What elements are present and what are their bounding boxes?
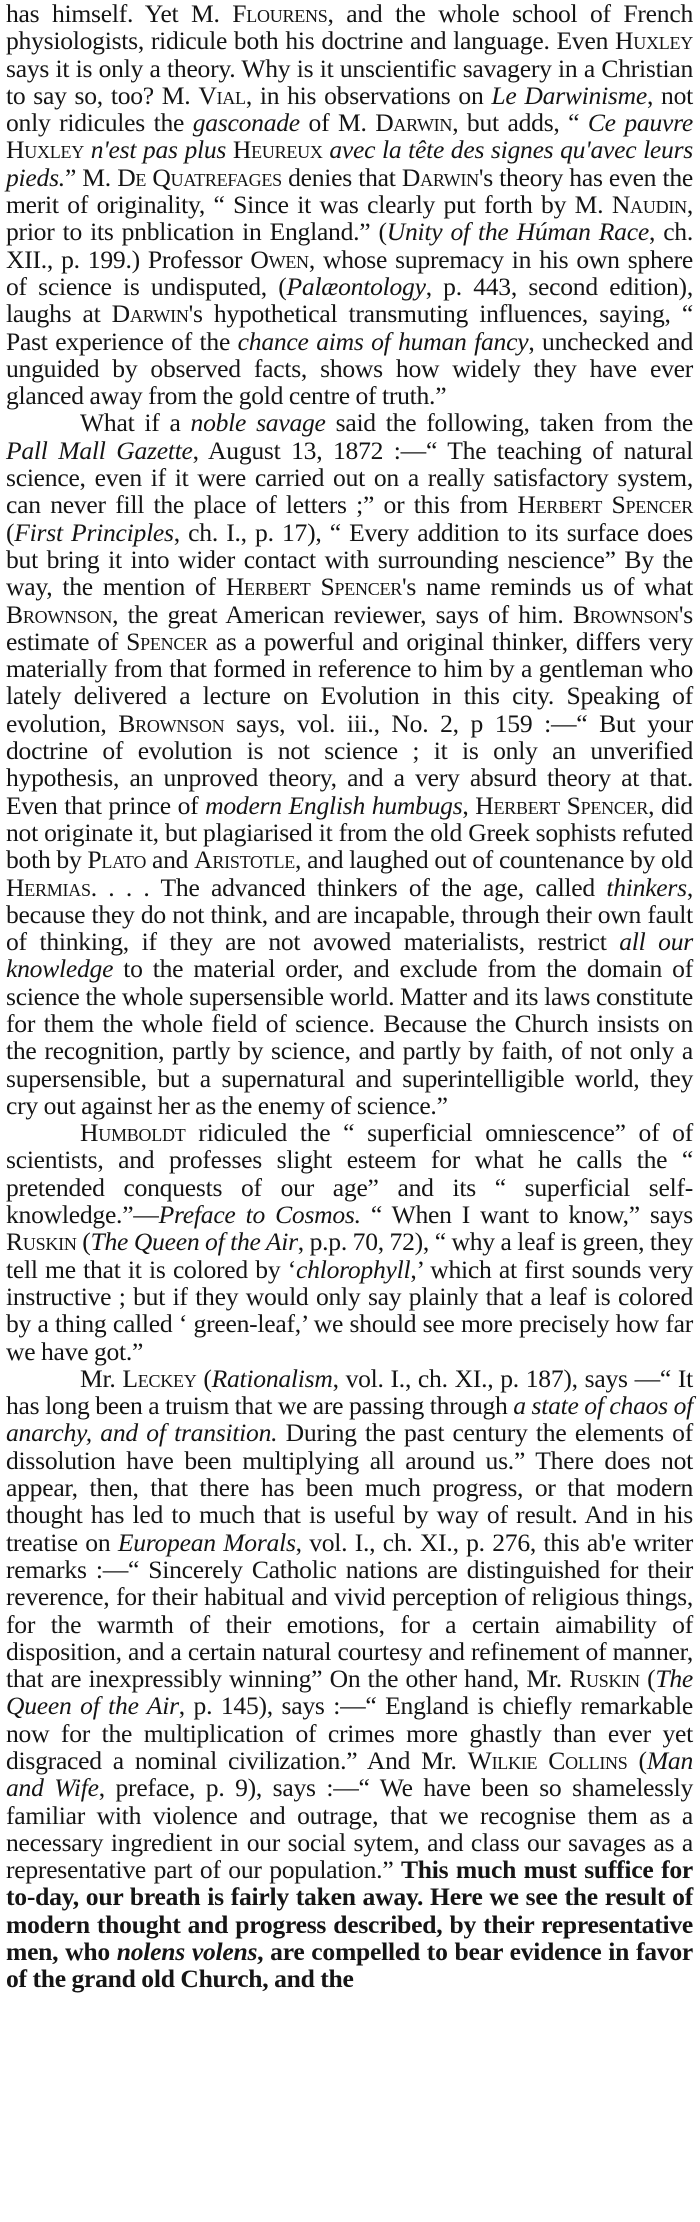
small-caps-name: Vial: [198, 80, 246, 110]
text-run: , vol. I., ch. XI., p. 187), says —“ It has long been a truism that we are passing through: [6, 1363, 694, 1421]
italic-text: European Morals: [117, 1527, 296, 1557]
italic-text: Man and Wife: [6, 1746, 693, 1803]
text-run: (: [627, 1746, 647, 1775]
text-run: 's estimate of: [6, 599, 693, 656]
small-caps-name: Ruskin: [6, 1227, 77, 1257]
text-run: said the following, taken from the: [325, 408, 693, 438]
text-run: , because they do not think, and are incapable, through their own fault of thinking, if they are not avowed materialists, restrict: [6, 872, 693, 957]
small-caps-name: Brownson: [572, 599, 679, 629]
text-run: (: [639, 1664, 656, 1694]
small-caps-name: Herbert Spencer: [517, 490, 693, 520]
small-caps-name: Spencer: [126, 626, 208, 656]
small-caps-name: Herbert Spencer: [475, 790, 649, 820]
small-caps-name: Owen: [250, 244, 309, 274]
small-caps-name: Hermias: [6, 872, 91, 902]
text-run: (: [6, 517, 15, 547]
text-run: “ When I want to know,” says: [360, 1200, 693, 1230]
text-run: , preface, p. 9), says :—“ We have been so shamelessly familiar with violence and outrage, that we recognise them as a necessary ingredient in our social sytem, and class our savages as a representative part of our population.”: [6, 1773, 694, 1885]
italic-text: Unity of the Húman Race: [386, 217, 649, 247]
paragraph: [6, 0, 693, 409]
small-caps-name: Brownson: [118, 708, 225, 738]
italic-text: Preface to Cosmos.: [158, 1200, 361, 1230]
text-run: , and the whole school of French physiologists, ridicule both his doctrine and language. Even: [6, 0, 693, 56]
small-caps-name: Heureux: [232, 135, 323, 165]
small-caps-name: Aristotle: [194, 845, 296, 875]
text-run: , and laughed out of countenance by old: [295, 845, 693, 875]
text-run: What if a: [80, 408, 191, 438]
text-run: (: [76, 1227, 91, 1257]
text-run: , p.p. 70, 72), “ why a leaf is green, they tell me that it is colored by ‘: [6, 1227, 693, 1284]
small-caps-name: Huxley: [6, 135, 84, 165]
text-run: 's name reminds us of what: [401, 572, 693, 602]
italic-text: chlorophyll: [296, 1254, 411, 1284]
text-run: , p. 443, second edition), laughs at: [6, 271, 693, 329]
text-run: , not only ridicules the: [6, 80, 693, 138]
italic-text: Ce pauvre: [587, 108, 694, 138]
text-run: Mr.: [80, 1363, 123, 1393]
italic-text: all our knowledge: [6, 927, 693, 984]
text-run: as a powerful and original thinker, differs very materially from that formed in reference to him by a gentleman who lately delivered a lecture on Evolution in this city. Speaking of evolution,: [6, 626, 693, 738]
text-run: ” M.: [64, 162, 118, 192]
text-run: , unchecked and unguided by observed facts, shows how widely they have ever glanced away from the gold centre of truth.”: [6, 326, 694, 411]
text-run: 's hypothetical transmuting influences, saying, “ Past experience of the: [6, 299, 693, 356]
italic-text: noble savage: [190, 408, 326, 438]
italic-text: Palæontology: [286, 271, 426, 301]
text-run: , the great American reviewer, says of him.: [112, 599, 573, 629]
text-run: ,’ which at first sounds very instructive ; but if they would only say plainly that a leaf is colored by a thing called ‘ green-leaf,’ we should see more precisely how far we have got.”: [6, 1254, 694, 1366]
text-run: , ch. XII., p. 199.) Professor: [6, 217, 693, 274]
small-caps-name: Plato: [87, 845, 147, 875]
text-run: of M.: [299, 108, 376, 138]
italic-text: First Principles: [14, 517, 174, 547]
text-run: , did not originate it, but plagiarised it from the old Greek sophists refuted both by: [6, 790, 693, 875]
italic-text: The Queen of the Air: [90, 1227, 298, 1257]
italic-text: gasconade: [192, 108, 300, 138]
italic-text: nolens volens: [116, 1937, 258, 1967]
small-caps-name: Huxley: [615, 26, 693, 56]
text-run: . . . . The advanced thinkers of the age, called: [90, 872, 607, 902]
text-run: (: [196, 1363, 212, 1393]
small-caps-name: Brownson: [6, 599, 113, 629]
small-caps-name: Naudin: [611, 190, 687, 220]
small-caps-name: Wilkie Collins: [467, 1746, 628, 1775]
small-caps-name: Flourens: [232, 0, 328, 28]
bold-text: This much must suffice for to-day, our breath is fairly taken away. Here we see the result of modern thought and progress described, by their representative men, who: [6, 1855, 693, 1967]
text-run: , prior to its pnblication in England.” (: [6, 190, 693, 247]
text-run: 's theory has even the merit of originality, “ Since it was clearly put forth by M.: [6, 162, 693, 220]
text-run: has himself. Yet M.: [6, 0, 233, 28]
small-caps-name: De Quatrefages: [117, 162, 282, 192]
italic-text: Rationalism: [211, 1363, 333, 1393]
italic-text: n'est pas plus: [83, 135, 233, 165]
paragraph: [6, 1119, 693, 1365]
text-run: ,: [462, 790, 476, 820]
italic-text: chance aims of human fancy: [237, 326, 529, 356]
text-run: , August 13, 1872 :—“ The teaching of natural science, even if it were carried out on a really satisfactory system, can never fill the place of letters ;” or this from: [6, 435, 693, 520]
italic-text: a state of chaos of anarchy, and of transition.: [6, 1391, 693, 1448]
text-run: ridiculed the “ superficial omniescence” of of scientists, and professes slight esteem for what he calls the “ pretended conquests of our age” and its “ superficial self-knowledge.”—: [6, 1118, 693, 1230]
text-run: , vol. I., ch. XI., p. 276, this ab'e writer remarks :—“ Sincerely Catholic nations are distinguished for their reverence, for their habitual and vivid perception of religious things, for the warmth of their emotions, for a certain aimability of disposition, and a certain natural courtesy and refinement of manner, that are inexpressibly winning” On the other hand, Mr.: [6, 1527, 693, 1694]
bold-text: , are compelled to bear evidence in favor of the grand old Church, and the: [6, 1937, 693, 1994]
small-caps-name: Darwin: [111, 299, 189, 329]
paragraph: [6, 1365, 693, 1993]
text-run: , but adds, “: [452, 108, 588, 138]
small-caps-name: Darwin: [401, 162, 479, 192]
text-run: says it is only a theory. Why is it unscientific savagery in a Christian to say so, too? M.: [6, 53, 693, 110]
text-run: , p. 145), says :—“ England is chiefly remarkable now for the multiplication of crimes more ghastly than ever yet disgraced a nominal civilization.” And Mr.: [6, 1691, 693, 1775]
text-run: , whose supremacy in his own sphere of science is undisputed, (: [6, 244, 693, 301]
paragraph: [6, 409, 693, 1119]
text-run: denies that: [281, 162, 402, 192]
small-caps-name: Herbert Spencer: [225, 572, 402, 602]
italic-text: The Queen of the Air: [6, 1664, 693, 1721]
italic-text: avec la tête des signes qu'avec leurs pieds.: [6, 135, 694, 192]
italic-text: modern English humbugs: [205, 790, 463, 820]
italic-text: Pall Mall Gazette: [6, 435, 193, 465]
small-caps-name: Humboldt: [80, 1118, 186, 1148]
text-run: During the past century the elements of dissolution have been multiplying all around us.” There does not appear, then, that there has been much progress, or that modern thought has led to much that is useful by way of result. And in his treatise on: [6, 1418, 693, 1557]
small-caps-name: Ruskin: [569, 1664, 640, 1694]
text-run: , ch. I., p. 17), “ Every addition to its surface does but bring it into wider contact with surrounding nescience” By the way, the mention of: [6, 517, 693, 602]
text-run: and: [146, 845, 195, 875]
small-caps-name: Leckey: [122, 1363, 197, 1393]
text-run: says, vol. iii., No. 2, p 159 :—“ But your doctrine of evolution is not science ; it is only an unverified hypothesis, an unproved theory, and a very absurd theory at that. Even that prince of: [6, 708, 693, 820]
small-caps-name: Darwin: [375, 108, 453, 138]
italic-text: Le Darwinisme: [491, 80, 647, 110]
text-run: , in his observations on: [245, 80, 492, 110]
text-run: to the material order, and exclude from the domain of science the whole supersensible world. Matter and its laws constitute for them the whole field of science. Because the Church insists on the recognition, partly by science, and partly by faith, of not only a supersensible, but a supernatural and superintelligible world, they cry out against her as the enemy of science.”: [6, 954, 693, 1120]
italic-text: thinkers: [606, 872, 687, 902]
